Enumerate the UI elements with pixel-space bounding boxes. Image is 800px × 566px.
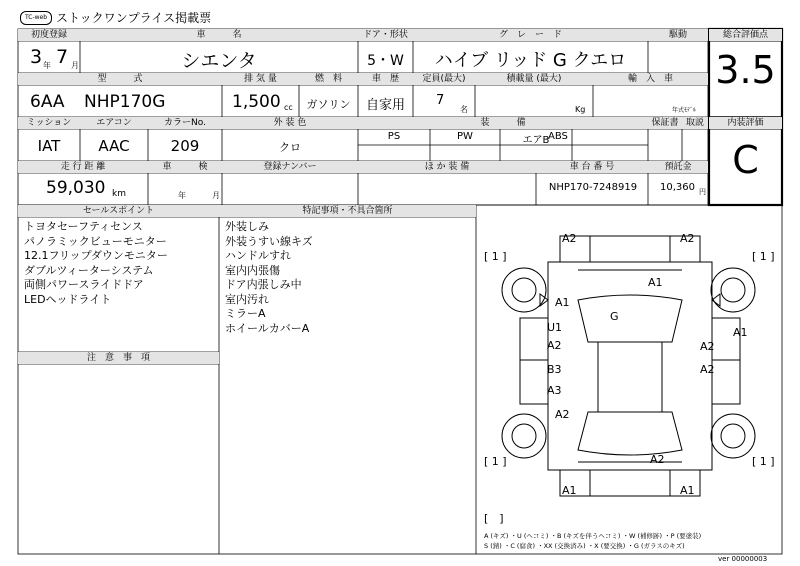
damage-mark: A2	[562, 232, 577, 245]
label-plate: 登録ナンバー	[222, 161, 358, 173]
label-aircon: エアコン	[80, 117, 148, 129]
label-color-no: カラーNo.	[148, 117, 222, 129]
damage-mark: A1	[562, 484, 577, 497]
interior-score: C	[732, 138, 759, 182]
bracket-rear-left: [ 1 ]	[484, 455, 507, 468]
bracket-spare: [ ]	[484, 512, 504, 525]
import-unit: 年式ﾓﾃﾞﾙ	[672, 107, 697, 114]
list-item: ホイールカバーA	[225, 321, 310, 335]
price-unit: 円	[699, 188, 706, 196]
car-name: シエンタ	[181, 50, 257, 72]
list-item: パノラミックビューモニター	[24, 234, 167, 248]
equipment-airbag: エアB	[522, 135, 550, 146]
label-inspection: 車 検	[148, 161, 222, 173]
grade: ハイブ リッド G クエロ	[434, 50, 627, 71]
bracket-front-left: [ 1 ]	[484, 250, 507, 263]
equipment-ps: PS	[387, 131, 401, 142]
label-interior-score: 内装評価	[709, 117, 782, 129]
notes-list	[225, 220, 313, 336]
label-warranty: 保証書	[648, 117, 682, 129]
damage-mark: A1	[555, 296, 570, 309]
sales-points-list	[24, 220, 168, 307]
label-manual: 取説	[682, 117, 708, 129]
label-door: ドア・形状	[358, 29, 413, 41]
exterior-color: クロ	[279, 141, 301, 154]
damage-mark: A2	[650, 453, 665, 466]
label-exterior-color: 外 装 色	[222, 117, 358, 129]
damage-mark: A2	[700, 363, 715, 376]
label-equipment: 装 備	[358, 117, 648, 129]
label-notes: 特記事項・不具合箇所	[219, 205, 476, 217]
label-grade: グ レ ー ド	[413, 29, 648, 41]
page-title: ストックワンプライス掲載票	[56, 11, 212, 25]
label-sales-points: セールスポイント	[18, 205, 219, 217]
aircon: AAC	[98, 137, 130, 155]
capacity-unit: 名	[460, 105, 468, 114]
model-code: NHP170G	[84, 92, 166, 112]
fuel-type: ガソリン	[306, 98, 351, 111]
list-item: LEDヘッドライト	[24, 292, 112, 306]
damage-mark: A1	[680, 484, 695, 497]
model-prefix: 6AA	[30, 92, 65, 112]
equipment-pw: PW	[457, 131, 473, 142]
list-item: 外装うすい線キズ	[225, 234, 313, 248]
version-label: ver 00000003	[718, 555, 768, 563]
label-chassis-no: 車 台 番 号	[536, 161, 648, 173]
mileage: 59,030	[46, 178, 106, 198]
capacity: 7	[436, 93, 445, 108]
color-no: 209	[170, 137, 200, 155]
load-unit: Kg	[575, 105, 586, 114]
year-unit: 年	[43, 61, 51, 70]
label-other-equipment: ほ か 装 備	[358, 161, 536, 173]
inspection-year-unit: 年	[178, 191, 186, 200]
list-item: 両側パワースライドドア	[24, 278, 144, 291]
list-item: ミラーA	[225, 307, 266, 320]
usage-type: 自家用	[365, 98, 405, 113]
list-item: 室内内張傷	[225, 263, 280, 277]
damage-mark: U1	[547, 321, 563, 334]
damage-mark: A2	[547, 339, 562, 352]
chassis-no: NHP170-7248919	[548, 182, 638, 193]
damage-mark: A1	[733, 326, 748, 339]
inspection-month-unit: 月	[212, 191, 220, 200]
label-usage: 車 歴	[358, 73, 413, 85]
label-displacement: 排 気 量	[222, 73, 299, 85]
label-price: 預託金	[648, 161, 708, 173]
label-first-reg: 初度登録	[18, 29, 80, 41]
equipment-abs: ABS	[548, 131, 568, 142]
door-type: 5・W	[367, 53, 404, 69]
label-capacity: 定員(最大)	[413, 73, 475, 85]
label-fuel: 燃 料	[299, 73, 358, 85]
car-diagram	[502, 236, 755, 496]
damage-mark: A2	[555, 408, 570, 421]
brand-logo: TC-web	[20, 11, 52, 25]
first-reg-year: 3	[30, 46, 43, 68]
label-mileage: 走 行 距 離	[18, 161, 148, 173]
list-item: ダブルツィーターシステム	[24, 263, 154, 277]
list-item: ドア内張しみ中	[225, 278, 302, 291]
label-mission: ミッション	[18, 117, 80, 129]
displacement: 1,500	[232, 92, 281, 112]
list-item: 外装しみ	[225, 220, 269, 233]
label-overall-score: 総合評価点	[709, 29, 782, 41]
label-load: 積載量 (最大)	[475, 73, 593, 85]
label-drive: 駆動	[648, 29, 708, 41]
list-item: トヨタセーフティセンス	[24, 220, 143, 233]
label-car-name: 車 名	[80, 29, 358, 41]
deposit-price: 10,360	[660, 182, 695, 193]
list-item: 12.1フリップダウンモニター	[24, 249, 168, 262]
list-item: ハンドルすれ	[225, 249, 291, 262]
list-item: 室内汚れ	[225, 292, 269, 306]
legend-line-2: S (錆) ・C (腐食) ・XX (交換済み) ・X (要交換) ・G (ガラスのキズ)	[484, 542, 685, 550]
bracket-front-right: [ 1 ]	[752, 250, 775, 263]
label-model: 型 式	[18, 73, 222, 85]
overall-score: 3.5	[715, 48, 776, 92]
damage-mark: A3	[547, 384, 562, 397]
displacement-unit: cc	[284, 103, 293, 112]
damage-mark: A2	[700, 340, 715, 353]
month-unit: 月	[71, 61, 79, 70]
legend-line-1: A (キズ) ・U (ヘコミ) ・B (キズを伴うヘコミ) ・W (補修跡) ・P (要塗装)	[484, 532, 702, 540]
label-cautions: 注 意 事 項	[18, 352, 219, 364]
damage-mark: A1	[648, 276, 663, 289]
first-reg-month: 7	[56, 46, 69, 68]
mileage-unit: km	[112, 189, 126, 199]
damage-mark: A2	[680, 232, 695, 245]
damage-mark: B3	[547, 363, 562, 376]
mission: IAT	[37, 137, 61, 155]
bracket-rear-right: [ 1 ]	[752, 455, 775, 468]
damage-mark: G	[610, 310, 619, 323]
label-import: 輸 入 車	[593, 73, 708, 85]
